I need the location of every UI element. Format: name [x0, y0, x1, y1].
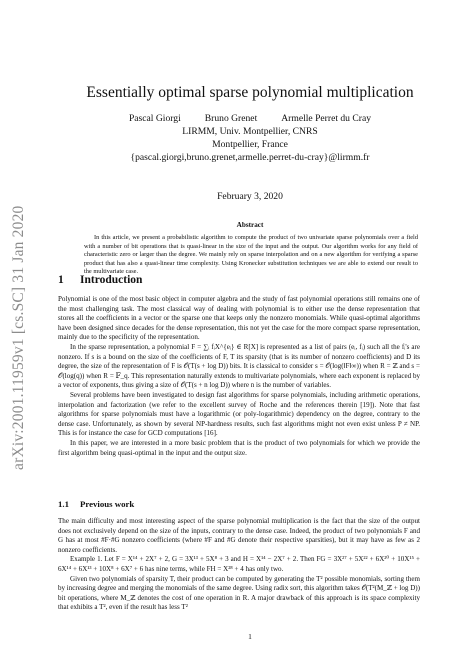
- paper-date: February 3, 2020: [217, 191, 283, 202]
- paragraph: In the sparse representation, a polynomial F = ∑ᵢ fᵢX^{eᵢ} ∈ R[X] is represented as a list of pairs (eᵢ, fᵢ) such all the fᵢ's are nonzero. If s is a bound on the size of the coefficients of F, T its sparsity (that is its number of nonzero coefficients) and D its degree, the size of the representation of F is 𝒪(T(s + log D)) bits. It is classical to consider s = 𝒪(log(‖F‖∞)) when R = ℤ and s = 𝒪(log(q)) when R = 𝔽_q. This representation naturally extends to multivariate polynomials, where each exponent is replaced by a vector of exponents, thus giving a size of 𝒪(T(s + n log D)) where n is the number of variables.: [58, 342, 420, 390]
- abstract-text: In this article, we present a probabilistic algorithm to compute the product of two univariate sparse polynomials over a field with a number of bit operations that is quasi-linear in the size of the input and the output. Our algorithm works for any field of characteristic zero or larger than the degree. We mainly rely on sparse interpolation and on a new algorithm for verifying a sparse product that has also a quasi-linear time complexity. Using Kronecker substitution techniques we are able to extend our result to the multivariate case.: [84, 234, 418, 276]
- abstract-heading: Abstract: [236, 221, 264, 229]
- section-title: Introduction: [80, 274, 143, 286]
- author-emails: {pascal.giorgi,bruno.grenet,armelle.perret-du-cray}@lirmm.fr: [130, 152, 370, 163]
- author-name: Pascal Giorgi: [128, 113, 181, 124]
- subsection-number: 1.1: [58, 499, 69, 509]
- paragraph: Polynomial is one of the most basic object in computer algebra and the study of fast polynomial operations still remains one of the most challenging task. The most classical way of dealing with polynomial is to either use the dense representation that stores all the coefficients in a vector or the sparse one that keeps only the nonzero monomials. While quasi-optimal algorithms have been designed since decades for the dense representation, this not yet the case for the more compact sparse representation, mainly due to the specificity of the representation.: [58, 295, 420, 342]
- affiliation-lab: LIRMM, Univ. Montpellier, CNRS: [182, 126, 318, 137]
- introduction-body: [58, 295, 420, 458]
- author-names: [40, 112, 460, 125]
- subsection-title: Previous work: [80, 499, 135, 509]
- arxiv-stamp: arXiv:2001.11959v1 [cs.SC] 31 Jan 2020: [10, 205, 27, 470]
- author-name: Armelle Perret du Cray: [281, 113, 372, 124]
- previous-work-body: [58, 517, 420, 613]
- example-paragraph: Example 1. Let F = X¹⁴ + 2X⁷ + 2, G = 3X¹³ + 5X⁸ + 3 and H = X¹⁴ − 2X⁷ + 2. Then FG = 3X²⁷ + 5X²² + 6X²⁰ + 10X¹⁵ + 6X¹⁴ + 6X¹³ + 10X⁸ + 6X⁷ + 6 has nine terms, while FH = X²⁸ + 4 has only two.: [58, 555, 420, 573]
- author-name: Bruno Grenet: [204, 113, 258, 124]
- paper-title: Essentially optimal sparse polynomial multiplication: [86, 84, 414, 101]
- section-number: 1: [58, 274, 64, 286]
- paragraph: Several problems have been investigated to design fast algorithms for sparse polynomials, including arithmetic operations, interpolation and factorization (we refer to the excellent survey of Roche and the references therein [19]). Note that fast algorithms for sparse polynomials must have a logarithmic (or poly-logarithmic) dependency on the degree, contrary to the dense case. Unfortunately, as shown by several NP-hardness results, such fast algorithms might not even exist unless P ≠ NP. This is for instance the case for GCD computations [16].: [58, 390, 420, 438]
- subsection-heading-previous-work: [58, 499, 134, 509]
- paragraph: In this paper, we are interested in a more basic problem that is the product of two polynomials for which we provide the first algorithm being quasi-optimal in the input and the output size.: [58, 438, 420, 457]
- page-number: 1: [248, 632, 252, 641]
- paragraph: Given two polynomials of sparsity T, their product can be computed by generating the T² possible monomials, sorting them by increasing degree and merging the monomials of the same degree. Using radix sort, this algorithm takes 𝒪(T²(M_ℤ + log D)) bit operations, where M_ℤ denotes the cost of one operation in R. A major drawback of this approach is its space complexity that exhibits a T², even if the result has less T²: [58, 574, 420, 612]
- affiliation-city: Montpellier, France: [212, 139, 288, 150]
- paragraph: The main difficulty and most interesting aspect of the sparse polynomial multiplication is the fact that the size of the output does not exclusively depend on the size of the inputs, contrary to the dense case. Indeed, the product of two polynomials F and G has at most #F·#G nonzero coefficients (where #F and #G denote their respective sparsities), but it may have as few as 2 nonzero coefficients.: [58, 517, 420, 554]
- section-heading-introduction: [58, 274, 142, 286]
- author-block: [40, 112, 460, 164]
